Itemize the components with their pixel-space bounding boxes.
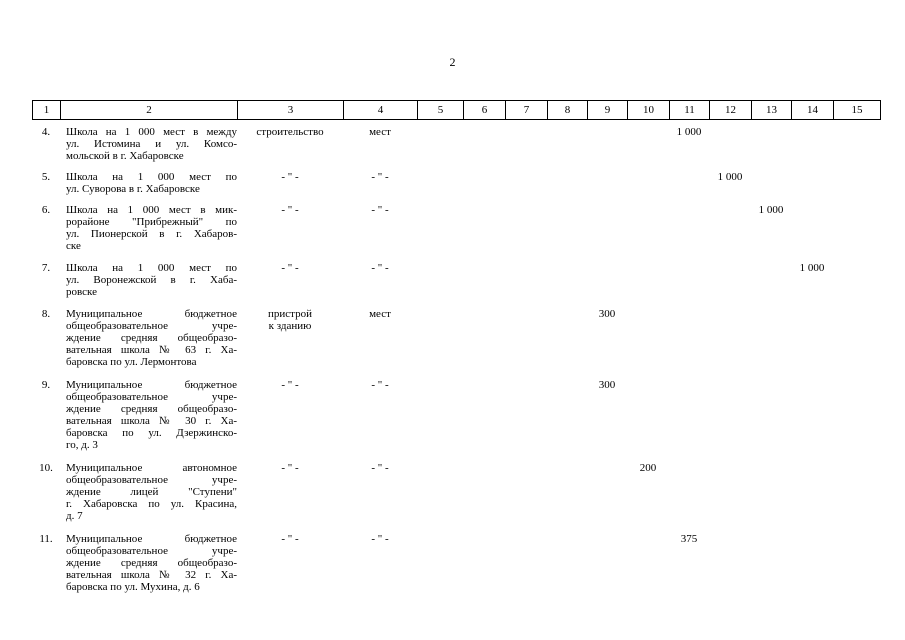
capacity-value: 1 000 xyxy=(676,126,702,138)
table-row xyxy=(32,171,880,195)
row-number: 4. xyxy=(41,126,51,138)
object-name-line: общеобразовательное учре- xyxy=(66,545,237,557)
object-name-line: вательная школа № 30 г. Ха- xyxy=(66,415,237,427)
header-cell-4: 4 xyxy=(344,101,418,120)
object-name xyxy=(60,308,237,368)
object-name-line: вательная школа № 63 г. Ха- xyxy=(66,344,237,356)
work-type-line: - " - xyxy=(281,204,299,216)
capacity-value: 375 xyxy=(680,533,698,545)
table-row xyxy=(32,126,880,162)
header-cell-2: 2 xyxy=(61,101,238,120)
header-cell-14: 14 xyxy=(792,101,834,120)
work-type xyxy=(237,171,343,195)
object-name-line: баровска по ул. Мухина, д. 6 xyxy=(66,581,200,593)
object-name-line: ждение средняя общеобразо- xyxy=(66,332,237,344)
object-name xyxy=(60,126,237,162)
work-type xyxy=(237,462,343,522)
object-name-line: ждение средняя общеобразо- xyxy=(66,557,237,569)
object-name-line: баровска по ул. Дзержинско- xyxy=(66,427,237,439)
table-row xyxy=(32,533,880,593)
work-type xyxy=(237,126,343,162)
object-name-line: ждение средняя общеобразо- xyxy=(66,403,237,415)
work-type-line: пристрой xyxy=(268,308,312,320)
row-number: 7. xyxy=(41,262,51,274)
work-type xyxy=(237,308,343,368)
object-name-line: вательная школа № 32 г. Ха- xyxy=(66,569,237,581)
object-name-line: Муниципальное бюджетное xyxy=(66,533,237,545)
header-cell-5: 5 xyxy=(418,101,464,120)
object-name-line: Школа на 1 000 мест по xyxy=(66,171,237,183)
object-name-line: общеобразовательное учре- xyxy=(66,320,237,332)
object-name xyxy=(60,379,237,451)
work-type-line: к зданию xyxy=(268,320,312,332)
object-name-line: ул. Суворова в г. Хабаровске xyxy=(66,183,200,195)
work-type xyxy=(237,379,343,451)
unit: - " - xyxy=(371,171,389,183)
object-name-line: Школа на 1 000 мест в между xyxy=(66,126,237,138)
object-name-line: Муниципальное бюджетное xyxy=(66,308,237,320)
header-cell-9: 9 xyxy=(588,101,628,120)
object-name-line: Муниципальное автономное xyxy=(66,462,237,474)
work-type xyxy=(237,533,343,593)
header-row xyxy=(33,101,881,120)
row-number: 11. xyxy=(39,533,53,545)
row-number: 6. xyxy=(41,204,51,216)
unit: - " - xyxy=(371,462,389,474)
header-cell-8: 8 xyxy=(548,101,588,120)
object-name-line: го, д. 3 xyxy=(66,439,98,451)
object-name xyxy=(60,533,237,593)
capacity-value: 200 xyxy=(639,462,657,474)
table-row xyxy=(32,308,880,368)
object-name-line: баровска по ул. Лермонтова xyxy=(66,356,197,368)
page-number: 2 xyxy=(449,55,456,69)
work-type-line: - " - xyxy=(281,171,299,183)
table-row xyxy=(32,204,880,252)
header-cell-15: 15 xyxy=(834,101,881,120)
object-name-line: ждение лицей "Ступени" xyxy=(66,486,237,498)
header-cell-1: 1 xyxy=(33,101,61,120)
work-type-line: строительство xyxy=(256,126,324,138)
object-name-line: Школа на 1 000 мест в мик- xyxy=(66,204,237,216)
capacity-value: 300 xyxy=(598,308,616,320)
work-type-line: - " - xyxy=(281,379,299,391)
object-name-line: ул. Воронежской в г. Хаба- xyxy=(66,274,237,286)
object-name-line: общеобразовательное учре- xyxy=(66,474,237,486)
table-row xyxy=(32,262,880,298)
unit: мест xyxy=(369,126,391,138)
work-type-line: - " - xyxy=(281,533,299,545)
capacity-value: 1 000 xyxy=(758,204,784,216)
header-cell-7: 7 xyxy=(506,101,548,120)
object-name-line: Школа на 1 000 мест по xyxy=(66,262,237,274)
object-name-line: г. Хабаровска по ул. Красина, xyxy=(66,498,237,510)
header-cell-3: 3 xyxy=(238,101,344,120)
row-number: 8. xyxy=(41,308,51,320)
unit: - " - xyxy=(371,262,389,274)
work-type xyxy=(237,204,343,252)
capacity-value: 1 000 xyxy=(717,171,743,183)
unit: - " - xyxy=(371,533,389,545)
work-type-line: - " - xyxy=(281,262,299,274)
object-name xyxy=(60,171,237,195)
object-name xyxy=(60,462,237,522)
row-number: 9. xyxy=(41,379,51,391)
header-cell-12: 12 xyxy=(710,101,752,120)
object-name-line: д. 7 xyxy=(66,510,83,522)
row-number: 5. xyxy=(41,171,51,183)
table-row xyxy=(32,462,880,522)
object-name-line: ул. Пионерской в г. Хабаров- xyxy=(66,228,237,240)
object-name-line: ровске xyxy=(66,286,97,298)
unit: мест xyxy=(369,308,391,320)
header-cell-6: 6 xyxy=(464,101,506,120)
object-name-line: ске xyxy=(66,240,81,252)
object-name-line: мольской в г. Хабаровске xyxy=(66,150,184,162)
unit: - " - xyxy=(371,204,389,216)
object-name-line: ул. Истомина и ул. Комсо- xyxy=(66,138,237,150)
row-number: 10. xyxy=(39,462,53,474)
table-row xyxy=(32,379,880,451)
capacity-value: 1 000 xyxy=(799,262,825,274)
object-name-line: общеобразовательное учре- xyxy=(66,391,237,403)
unit: - " - xyxy=(371,379,389,391)
capacity-value: 300 xyxy=(598,379,616,391)
header-cell-11: 11 xyxy=(670,101,710,120)
object-name-line: Муниципальное бюджетное xyxy=(66,379,237,391)
work-type xyxy=(237,262,343,298)
object-name xyxy=(60,262,237,298)
column-number-header xyxy=(32,100,881,120)
object-name xyxy=(60,204,237,252)
header-cell-10: 10 xyxy=(628,101,670,120)
work-type-line: - " - xyxy=(281,462,299,474)
header-cell-13: 13 xyxy=(752,101,792,120)
object-name-line: рорайоне "Прибрежный" по xyxy=(66,216,237,228)
